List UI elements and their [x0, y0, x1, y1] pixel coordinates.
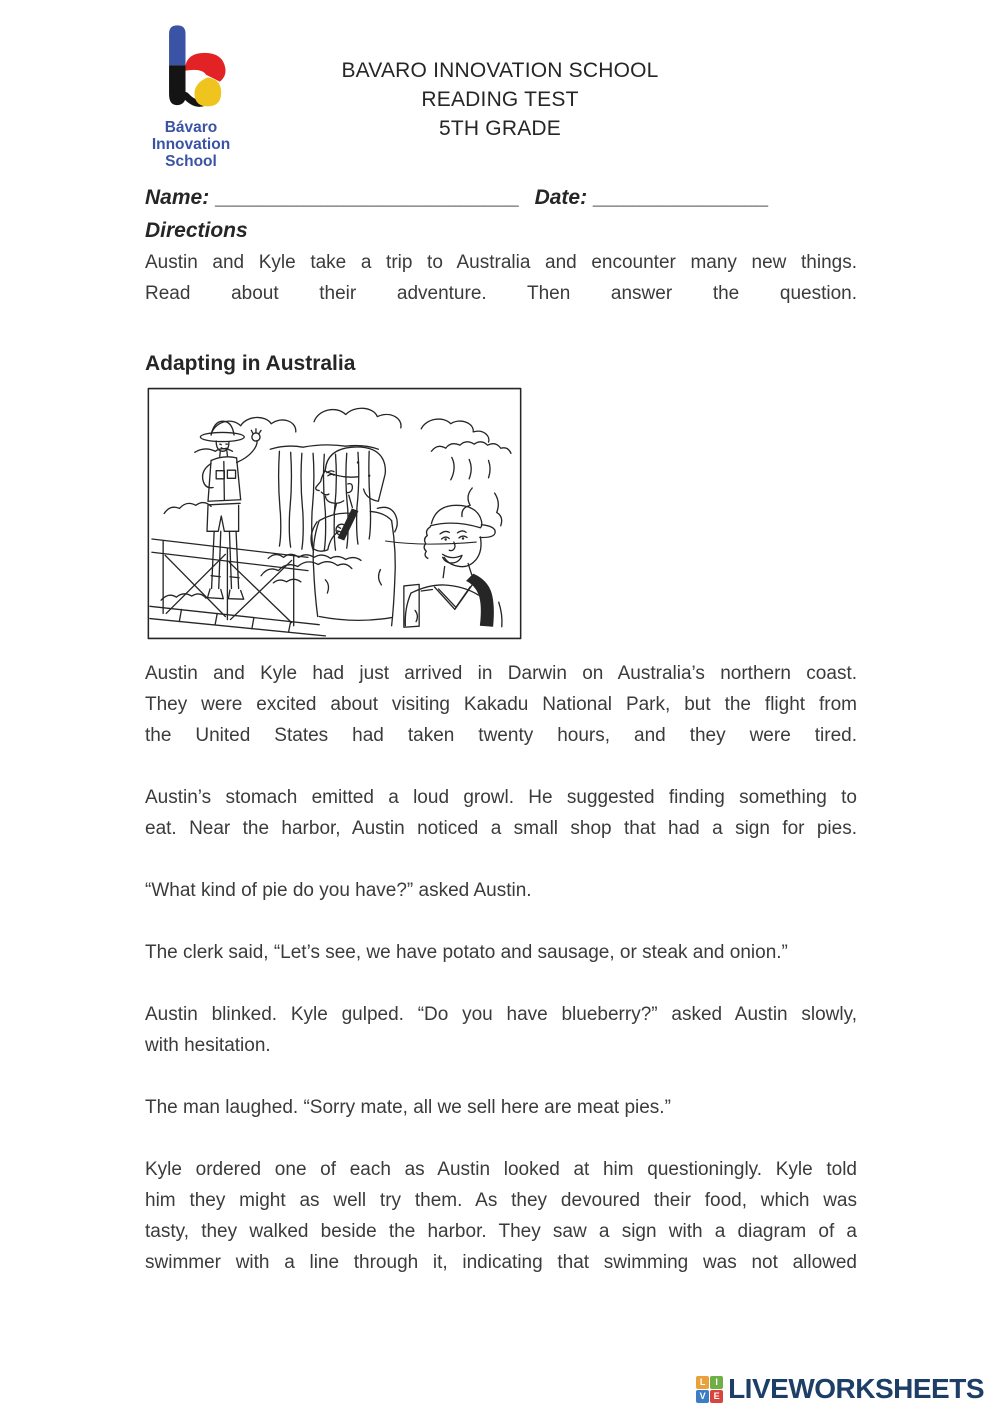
- tile-letter-i: I: [710, 1376, 723, 1389]
- text-line: They were excited about visiting Kakadu National Park, but the flight from: [145, 694, 857, 715]
- text-line: “What kind of pie do you have?” asked Austin.: [145, 880, 532, 901]
- name-date-row: [145, 181, 857, 214]
- date-label: Date:: [534, 186, 588, 209]
- story-paragraphs: [145, 658, 857, 1278]
- text-line: him they might as well try them. As they devoured their food, which was: [145, 1190, 857, 1211]
- text-line: swimmer with a line through it, indicating that swimming was not allowed: [145, 1252, 857, 1273]
- ranger-waterfall-boys-illustration-icon: [145, 386, 524, 641]
- directions-heading: Directions: [145, 219, 248, 242]
- test-title: READING TEST: [421, 88, 579, 111]
- school-logo-text-line2: School: [165, 153, 217, 170]
- story-paragraph: [145, 658, 857, 751]
- date-blank[interactable]: _______________: [592, 186, 769, 209]
- school-logo: [126, 24, 256, 170]
- name-label: Name:: [145, 186, 210, 209]
- name-blank[interactable]: __________________________: [215, 186, 519, 209]
- liveworksheets-wordmark: LIVEWORKSHEETS: [728, 1373, 984, 1404]
- worksheet-body: [145, 181, 857, 1309]
- liveworksheets-tiles-icon: [696, 1376, 723, 1403]
- story-paragraph: [145, 875, 857, 906]
- text-line: the United States had taken twenty hours, and they were tired.: [145, 725, 857, 746]
- story-paragraph: [145, 1154, 857, 1278]
- text-line: Austin’s stomach emitted a loud growl. He suggested finding something to: [145, 787, 857, 808]
- school-name-title: BAVARO INNOVATION SCHOOL: [341, 59, 659, 82]
- tile-letter-e: E: [710, 1390, 723, 1403]
- text-line: with hesitation.: [145, 1035, 271, 1056]
- text-line: Austin and Kyle had just arrived in Darwin on Australia’s northern coast.: [145, 663, 857, 684]
- text-line: Read about their adventure. Then answer the question.: [145, 283, 857, 304]
- liveworksheets-logo[interactable]: [696, 1373, 984, 1405]
- story-paragraph: [145, 937, 857, 968]
- directions-text: [145, 247, 857, 309]
- text-line: eat. Near the harbor, Austin noticed a small shop that had a sign for pies.: [145, 818, 857, 839]
- story-title: Adapting in Australia: [145, 352, 356, 375]
- grade-title: 5TH GRADE: [439, 117, 561, 140]
- text-line: Austin and Kyle take a trip to Australia and encounter many new things.: [145, 252, 857, 273]
- school-logo-b-icon: [143, 24, 239, 116]
- story-paragraph: [145, 782, 857, 844]
- story-illustration: [145, 386, 524, 646]
- tile-letter-l: L: [696, 1376, 709, 1389]
- story-paragraph: [145, 1092, 857, 1123]
- text-line: tasty, they walked beside the harbor. They saw a sign with a diagram of a: [145, 1221, 857, 1242]
- text-line: The man laughed. “Sorry mate, all we sell here are meat pies.”: [145, 1097, 671, 1118]
- tile-letter-v: V: [696, 1390, 709, 1403]
- school-logo-text-line1: Bávaro Innovation: [151, 119, 231, 153]
- text-line: The clerk said, “Let’s see, we have potato and sausage, or steak and onion.”: [145, 942, 788, 963]
- text-line: Austin blinked. Kyle gulped. “Do you have blueberry?” asked Austin slowly,: [145, 1004, 857, 1025]
- text-line: Kyle ordered one of each as Austin looked at him questioningly. Kyle told: [145, 1159, 857, 1180]
- story-paragraph: [145, 999, 857, 1061]
